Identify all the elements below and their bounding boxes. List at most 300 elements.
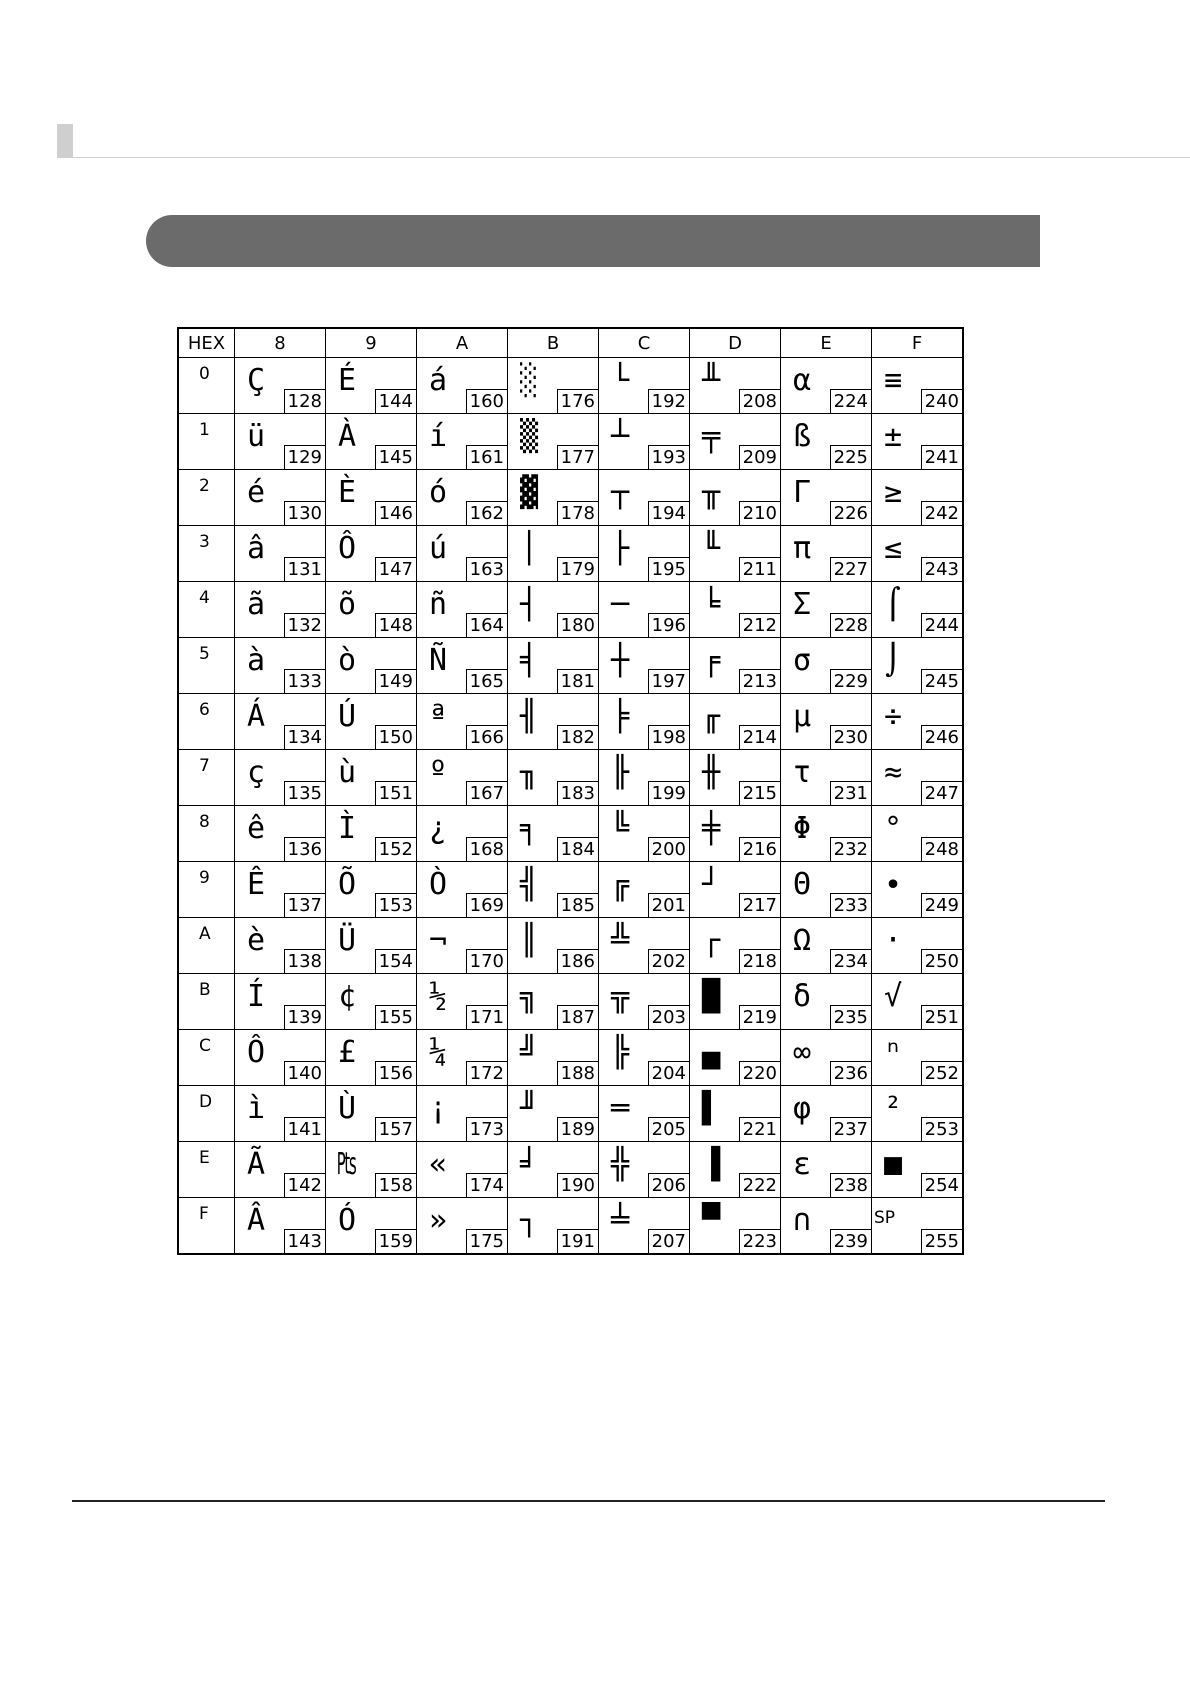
character-glyph: ₧ [338,1147,357,1182]
code-cell [599,1142,690,1198]
decimal-code: 185 [557,893,598,917]
character-glyph: ⌡ [884,643,903,678]
code-cell-content [508,750,598,805]
character-glyph: ╙ [702,531,721,566]
code-cell [599,1030,690,1086]
decimal-code: 204 [648,1061,689,1085]
character-glyph: ▓ [520,475,539,510]
code-cell-content [872,918,962,973]
code-cell [599,750,690,806]
code-cell [326,750,417,806]
code-cell [235,414,326,470]
code-cell-content [599,526,689,581]
code-cell-content [235,1198,325,1253]
code-cell-content [417,526,507,581]
row-label: 2 [199,476,210,496]
code-cell [872,694,964,750]
code-cell [599,1198,690,1255]
code-cell [326,638,417,694]
row-label: 3 [199,532,210,552]
code-cell-content [599,974,689,1029]
decimal-code: 171 [466,1005,507,1029]
decimal-code: 205 [648,1117,689,1141]
code-cell-content [235,862,325,917]
character-glyph: ü [247,419,266,454]
code-cell-content [690,862,780,917]
code-cell [781,1030,872,1086]
character-glyph: £ [338,1035,357,1070]
row-header-cell [178,1030,235,1086]
code-cell-content [599,470,689,525]
code-cell-content [872,1030,962,1085]
code-cell [872,1030,964,1086]
character-glyph: · [884,923,903,958]
code-cell-content [872,414,962,469]
row-label: 4 [199,588,210,608]
character-glyph: ╣ [520,867,539,902]
decimal-code: 210 [739,501,780,525]
code-cell [326,1198,417,1255]
code-cell [326,862,417,918]
character-glyph: É [338,363,357,398]
code-cell [872,582,964,638]
code-cell-content [508,862,598,917]
decimal-code: 196 [648,613,689,637]
decimal-code: 186 [557,949,598,973]
code-cell [417,1086,508,1142]
code-cell [690,862,781,918]
row-label: 5 [199,644,210,664]
code-cell [235,862,326,918]
code-cell-content [781,1142,871,1197]
row-header-cell [178,1142,235,1198]
table-row [178,750,963,806]
character-glyph: ¬ [429,923,448,958]
decimal-code: 156 [375,1061,416,1085]
row-header-cell [178,638,235,694]
table-header-row [178,328,963,358]
character-glyph: Í [247,979,266,1014]
code-cell-content [599,1142,689,1197]
code-cell-content [508,974,598,1029]
character-glyph: ╦ [611,979,630,1014]
character-glyph: ─ [611,587,630,622]
code-cell-content [235,638,325,693]
table-row [178,862,963,918]
header-rule [57,157,1190,158]
code-cell-content [781,358,871,413]
code-cell-content [235,918,325,973]
code-cell [781,1198,872,1255]
code-cell-content [326,806,416,861]
code-cell [326,526,417,582]
code-cell-content [872,1086,962,1141]
decimal-code: 254 [921,1173,962,1197]
row-header-cell [178,974,235,1030]
decimal-code: 138 [284,949,325,973]
decimal-code: 225 [830,445,871,469]
code-cell-content [326,918,416,973]
decimal-code: 220 [739,1061,780,1085]
code-cell-content [326,358,416,413]
code-cell-content [781,694,871,749]
code-cell [508,1142,599,1198]
character-glyph: Ü [338,923,357,958]
character-glyph: ├ [611,531,630,566]
character-glyph: ó [429,475,448,510]
character-glyph: à [247,643,266,678]
character-glyph: ² [884,1091,903,1126]
table-row [178,582,963,638]
code-cell [235,470,326,526]
decimal-code: 161 [466,445,507,469]
character-glyph: ù [338,755,357,790]
column-header: C [599,328,690,358]
row-label: 0 [199,364,210,384]
character-glyph: ╟ [611,755,630,790]
character-glyph: ∩ [793,1203,812,1238]
character-glyph: ≈ [884,755,903,790]
character-glyph: Ù [338,1091,357,1126]
decimal-code: 147 [375,557,416,581]
code-cell [417,582,508,638]
code-cell [599,918,690,974]
character-glyph: Ô [247,1035,266,1070]
code-cell-content [326,1086,416,1141]
code-cell-content [599,806,689,861]
code-cell-content [781,862,871,917]
code-cell [508,1198,599,1255]
code-cell-content [781,1198,871,1253]
code-cell [235,1142,326,1198]
character-glyph: é [247,475,266,510]
character-glyph: ° [884,811,903,846]
decimal-code: 249 [921,893,962,917]
code-cell [872,862,964,918]
code-cell-content [508,694,598,749]
decimal-code: 252 [921,1061,962,1085]
code-cell [417,414,508,470]
character-glyph: ╝ [520,1035,539,1070]
decimal-code: 211 [739,557,780,581]
decimal-code: 193 [648,445,689,469]
decimal-code: 163 [466,557,507,581]
code-cell-content [872,974,962,1029]
decimal-code: 202 [648,949,689,973]
code-cell [235,918,326,974]
code-cell [417,918,508,974]
decimal-code: 155 [375,1005,416,1029]
character-glyph: Ê [247,867,266,902]
character-glyph: È [338,475,357,510]
decimal-code: 224 [830,389,871,413]
code-cell [508,638,599,694]
decimal-code: 221 [739,1117,780,1141]
decimal-code: 236 [830,1061,871,1085]
character-glyph: σ [793,643,812,678]
code-cell [781,806,872,862]
code-cell-content [781,526,871,581]
row-label: 6 [199,700,210,720]
code-cell [690,638,781,694]
character-glyph: │ [520,531,539,566]
code-cell-content [235,470,325,525]
decimal-code: 203 [648,1005,689,1029]
code-cell-content [326,1198,416,1253]
decimal-code: 133 [284,669,325,693]
code-cell [417,1030,508,1086]
character-glyph: ░ [520,363,539,398]
code-cell [781,918,872,974]
character-glyph: ┘ [702,867,721,902]
character-glyph: ≥ [884,475,903,510]
code-cell [235,806,326,862]
character-glyph: ▐ [702,1147,721,1182]
code-cell [508,526,599,582]
code-cell-content [690,1198,780,1253]
character-glyph: Õ [338,867,357,902]
code-cell [781,470,872,526]
decimal-code: 217 [739,893,780,917]
decimal-code: 235 [830,1005,871,1029]
code-cell-content [235,1030,325,1085]
code-cell [599,470,690,526]
section-title-bar [146,215,1040,267]
code-cell [508,862,599,918]
code-cell [599,806,690,862]
code-cell [599,694,690,750]
code-cell [872,806,964,862]
code-cell-content [872,1142,962,1197]
code-cell-content [690,358,780,413]
code-cell-content [599,1030,689,1085]
character-glyph: â [247,531,266,566]
character-glyph: À [338,419,357,454]
code-cell-content [781,1030,871,1085]
decimal-code: 223 [739,1229,780,1253]
code-cell [417,470,508,526]
character-glyph: ò [338,643,357,678]
decimal-code: 200 [648,837,689,861]
code-cell-content [781,470,871,525]
character-glyph: π [793,531,812,566]
code-cell-content [417,582,507,637]
decimal-code: 215 [739,781,780,805]
code-cell-content [690,918,780,973]
code-cell [508,750,599,806]
character-glyph: ║ [520,923,539,958]
code-cell-content [690,470,780,525]
decimal-code: 153 [375,893,416,917]
decimal-code: 148 [375,613,416,637]
character-glyph: φ [793,1091,812,1126]
row-header-cell [178,750,235,806]
character-glyph: ≤ [884,531,903,566]
character-glyph: ╛ [520,1147,539,1182]
row-header-cell [178,862,235,918]
code-cell [235,750,326,806]
decimal-code: 141 [284,1117,325,1141]
code-cell [599,974,690,1030]
character-glyph: ¼ [429,1035,448,1070]
decimal-code: 177 [557,445,598,469]
decimal-code: 130 [284,501,325,525]
code-cell [417,358,508,414]
code-cell-content [417,638,507,693]
code-cell-content [417,414,507,469]
decimal-code: 248 [921,837,962,861]
code-cell-content [235,414,325,469]
code-cell [235,1198,326,1255]
table-row [178,1086,963,1142]
code-cell-content [690,414,780,469]
decimal-code: 146 [375,501,416,525]
code-cell [690,806,781,862]
table-row [178,526,963,582]
character-glyph: á [429,363,448,398]
table-row [178,1198,963,1255]
character-glyph: Σ [793,587,812,622]
code-cell [781,694,872,750]
code-cell-content [599,582,689,637]
code-cell [326,1086,417,1142]
code-cell [417,1142,508,1198]
code-cell [508,358,599,414]
decimal-code: 228 [830,613,871,637]
character-glyph: Ω [793,923,812,958]
code-cell [508,582,599,638]
decimal-code: 151 [375,781,416,805]
character-glyph: Á [247,699,266,734]
decimal-code: 139 [284,1005,325,1029]
code-cell-content [690,638,780,693]
character-glyph: í [429,419,448,454]
decimal-code: 233 [830,893,871,917]
character-glyph: ┤ [520,587,539,622]
code-cell [235,526,326,582]
row-label: 1 [199,420,210,440]
character-glyph: ■ [884,1147,903,1182]
code-cell [599,526,690,582]
code-cell [508,1030,599,1086]
decimal-code: 207 [648,1229,689,1253]
code-cell-content [508,806,598,861]
decimal-code: 164 [466,613,507,637]
column-header: B [508,328,599,358]
code-cell [508,974,599,1030]
code-cell-content [417,806,507,861]
code-cell-content [326,1142,416,1197]
character-glyph: ¿ [429,811,448,846]
character-glyph: Â [247,1203,266,1238]
character-glyph: » [429,1203,448,1238]
character-glyph: Φ [793,811,812,846]
decimal-code: 182 [557,725,598,749]
code-cell [781,974,872,1030]
code-cell-content [235,526,325,581]
decimal-code: 142 [284,1173,325,1197]
decimal-code: 189 [557,1117,598,1141]
character-glyph: ▀ [702,1203,721,1238]
code-cell [235,1030,326,1086]
table-row [178,1030,963,1086]
code-cell [417,694,508,750]
code-cell-content [599,358,689,413]
decimal-code: 243 [921,557,962,581]
code-cell-content [326,582,416,637]
decimal-code: 143 [284,1229,325,1253]
code-cell [781,1142,872,1198]
character-glyph: ╩ [611,923,630,958]
character-glyph: ╔ [611,867,630,902]
row-header-cell [178,1198,235,1255]
code-cell [417,1198,508,1255]
character-glyph: ▌ [702,1091,721,1126]
code-cell-content [872,750,962,805]
decimal-code: 172 [466,1061,507,1085]
decimal-code: 174 [466,1173,507,1197]
decimal-code: 190 [557,1173,598,1197]
code-cell [235,358,326,414]
code-cell [417,638,508,694]
code-cell [326,918,417,974]
character-glyph: ╠ [611,1035,630,1070]
code-cell-content [690,694,780,749]
decimal-code: 165 [466,669,507,693]
decimal-code: 150 [375,725,416,749]
decimal-code: 144 [375,389,416,413]
character-glyph: ╚ [611,811,630,846]
decimal-code: 149 [375,669,416,693]
code-cell-content [417,1030,507,1085]
code-cell-content [690,750,780,805]
code-cell-content [599,1086,689,1141]
code-cell [690,750,781,806]
code-cell [690,1086,781,1142]
table-row [178,638,963,694]
code-cell [872,974,964,1030]
code-cell [872,1086,964,1142]
decimal-code: 166 [466,725,507,749]
row-label: D [199,1092,213,1112]
character-glyph: ╢ [520,699,539,734]
code-cell-content [235,750,325,805]
decimal-code: 219 [739,1005,780,1029]
decimal-code: 188 [557,1061,598,1085]
decimal-code: 218 [739,949,780,973]
code-cell-content [690,974,780,1029]
code-cell [599,414,690,470]
decimal-code: 192 [648,389,689,413]
character-glyph: ╘ [702,587,721,622]
decimal-code: 208 [739,389,780,413]
character-glyph: ± [884,419,903,454]
code-cell-content [781,974,871,1029]
code-cell-content [508,1198,598,1253]
row-label: A [199,924,211,944]
character-glyph: √ [884,979,903,1014]
decimal-code: 191 [557,1229,598,1253]
code-cell-content [235,582,325,637]
code-cell-content [599,918,689,973]
code-cell-content [781,414,871,469]
decimal-code: 194 [648,501,689,525]
character-glyph: Γ [793,475,812,510]
character-glyph: ╕ [520,811,539,846]
character-glyph: Ã [247,1147,266,1182]
code-cell [326,694,417,750]
character-glyph: ε [793,1147,812,1182]
